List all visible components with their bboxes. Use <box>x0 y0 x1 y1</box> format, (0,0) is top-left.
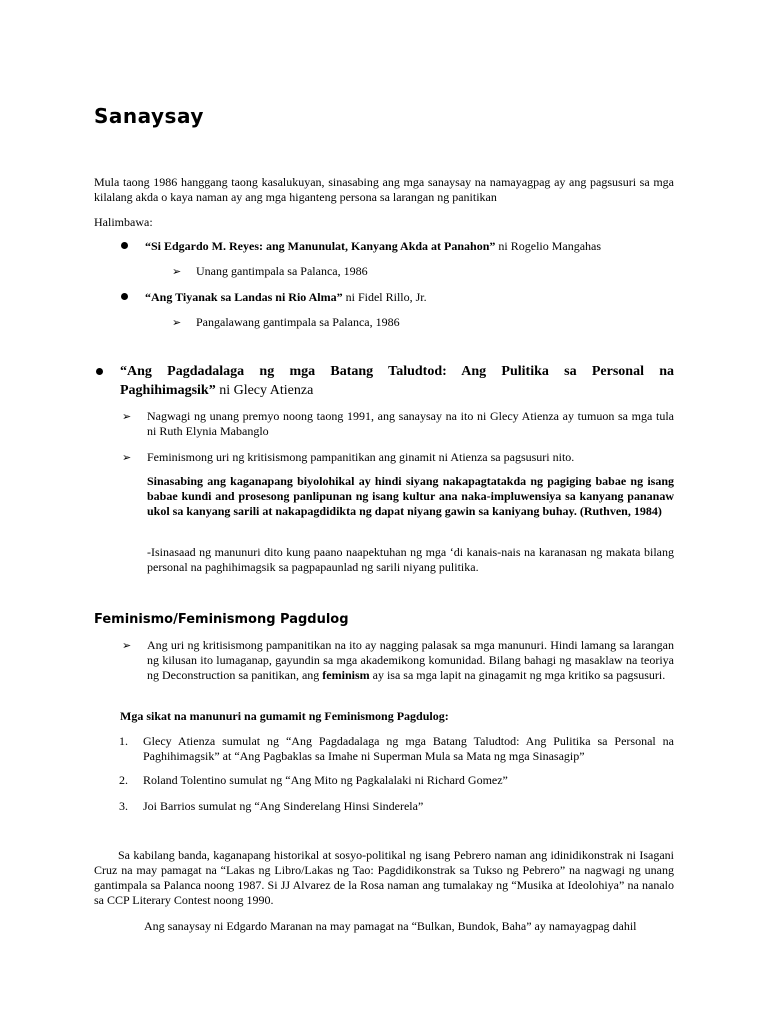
main-point: Feminismong uri ng kritisismong pampanitikan ang ginamit ni Atienza sa pagsusuri nito. <box>147 450 575 464</box>
feminism-desc-text: Ang uri ng kritisismong pampanitikan na ito ay nagging palasak sa mga manunuri. Hindi lamang sa larangan ng kilusan ito lumaganap, gayundin sa mga akademikong komunidad. Bilang bahagi ng masaklaw na teoriya ng Deconstruction sa panitikan, ang <box>147 638 674 682</box>
feminism-description <box>147 638 674 683</box>
list-number: 3. <box>119 799 128 813</box>
arrow-bullet-icon: ➢ <box>122 410 132 423</box>
arrow-bullet-icon: ➢ <box>172 265 182 278</box>
analysis-note: -Isinasaad ng manunuri dito kung paano naapektuhan ng mga ‘di kanais-nais na karanasan ng makata bilang personal na paghihimagsik sa pagpapaunlad ng sarili niyang pulitika. <box>147 545 674 574</box>
bullet-dot-icon <box>121 293 128 300</box>
example-title: “Si Edgardo M. Reyes: ang Manunulat, Kanyang Akda at Panahon” <box>145 239 496 253</box>
section-heading: Feminismo/Feminismong Pagdulog <box>94 612 349 627</box>
page-title: Sanaysay <box>94 104 204 128</box>
example-item <box>145 290 675 305</box>
main-item-title-line2 <box>120 381 674 400</box>
example-item <box>145 239 675 254</box>
example-author: ni Fidel Rillo, Jr. <box>342 290 427 304</box>
arrow-bullet-icon: ➢ <box>122 639 132 652</box>
list-number: 2. <box>119 773 128 787</box>
arrow-bullet-icon: ➢ <box>122 451 132 464</box>
example-award: Unang gantimpala sa Palanca, 1986 <box>196 264 368 278</box>
body-paragraph: Sa kabilang banda, kaganapang historikal at sosyo-politikal ng isang Pebrero naman ang idinidikonstrak ni Isagani Cruz na may pamagat na “Lakas ng Libro/Lakas ng Tao: Pagdidikonstrak sa Tukso ng Pebrero” na nagwagi ng unang gantimpala sa Palanca noong 1987. Si JJ Alvarez de la Rosa naman ang tumalakay ng “Musika at Ideolohiya” na nanalo sa CCP Literary Contest noong 1990. <box>94 848 674 907</box>
feminism-desc-text-end: ay isa sa mga lapit na ginagamit ng mga kritiko sa pagsusuri. <box>369 668 666 682</box>
body-paragraph: Ang sanaysay ni Edgardo Maranan na may pamagat na “Bulkan, Bundok, Baha” ay namayagpag dahil <box>144 919 637 933</box>
example-title: “Ang Tiyanak sa Landas ni Rio Alma” <box>145 290 343 304</box>
bullet-dot-icon <box>121 242 128 249</box>
main-item-title-line1: “Ang Pagdadalaga ng mga Batang Taludtod: Ang Pulitika sa Personal na <box>120 364 674 379</box>
arrow-bullet-icon: ➢ <box>172 316 182 329</box>
critic-item: Joi Barrios sumulat ng “Ang Sinderelang Hinsi Sinderela” <box>143 799 424 813</box>
main-item-title-end: Paghihimagsik” <box>120 383 216 398</box>
example-author: ni Rogelio Mangahas <box>495 239 602 253</box>
main-item-author: ni Glecy Atienza <box>215 383 314 398</box>
list-number: 1. <box>119 734 128 748</box>
halimbawa-label: Halimbawa: <box>94 215 153 229</box>
critic-item: Roland Tolentino sumulat ng “Ang Mito ng Pagkalalaki ni Richard Gomez” <box>143 773 508 787</box>
feminism-term: feminism <box>322 668 370 682</box>
main-point: Nagwagi ng unang premyo noong taong 1991, ang sanaysay na ito ni Glecy Atienza ay tumuon sa mga tula ni Ruth Elynia Mabanglo <box>147 409 674 438</box>
quote-block: Sinasabing ang kaganapang biyolohikal ay hindi siyang nakapagtatakda ng pagiging babae ng isang babae kundi and prosesong panlipunan ng isang kultur ana naka-impluwensiya sa kanyang pananaw ukol sa kanyang sarili at nakapagdidikta ng dapat niyang gawin sa kaniyang buhay. (Ruthven, 1984) <box>147 474 674 518</box>
critic-item: Glecy Atienza sumulat ng “Ang Pagdadalaga ng mga Batang Taludtod: Ang Pulitika sa Personal na Paghihimagsik” at “Ang Pagbaklas sa Imahe ni Superman Mula sa Mata ng mga Sinasagip” <box>143 734 674 763</box>
example-award: Pangalawang gantimpala sa Palanca, 1986 <box>196 315 400 329</box>
critics-heading: Mga sikat na manunuri na gumamit ng Feminismong Pagdulog: <box>120 709 449 723</box>
intro-paragraph: Mula taong 1986 hanggang taong kasalukuyan, sinasabing ang mga sanaysay na namayagpag ay ang pagsusuri sa mga kilalang akda o kaya naman ay ang mga higanteng persona sa larangan ng panitikan <box>94 175 674 204</box>
bullet-dot-icon <box>96 368 103 375</box>
